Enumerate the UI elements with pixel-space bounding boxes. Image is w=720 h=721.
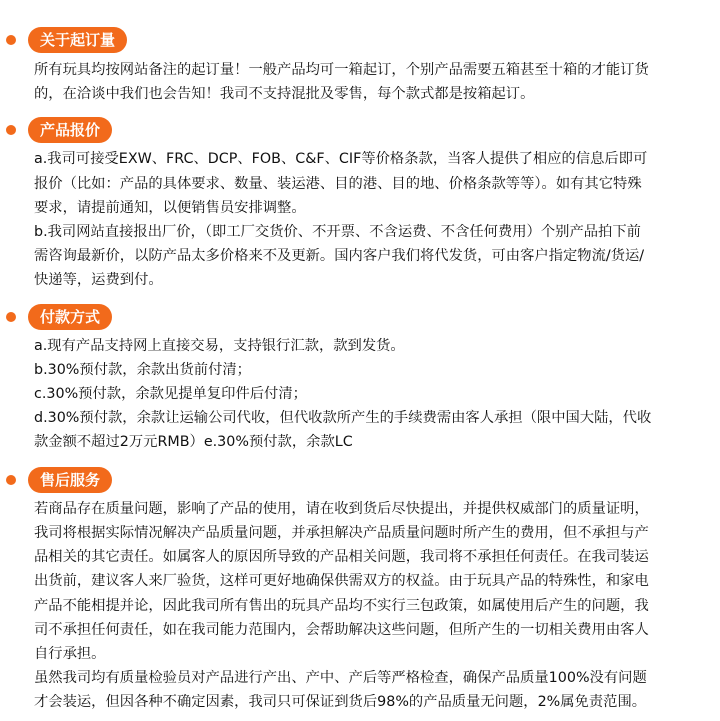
section-title: 付款方式 [28, 304, 112, 330]
text-line: d.30%预付款，余款让运输公司代收，但代收款所产生的手续费需由客人承担（限中国大陆，代收 [34, 410, 652, 426]
text-line: 出货前，建议客人来厂验货，这样可更好地确保供需双方的权益。由于玩具产品的特殊性，和家电 [34, 573, 649, 589]
text-line: a.我司可接受EXW、FRC、DCP、FOB、C&F、CIF等价格条款，当客人提供了相应的信息后即可 [34, 151, 648, 167]
text-line: 虽然我司均有质量检验员对产品进行产出、产中、产后等严格检查，确保产品质量100%没有问题 [34, 670, 647, 686]
text-line: 产品不能相提并论，因此我司所有售出的玩具产品均不实行三包政策，如属使用后产生的问题，我 [34, 598, 649, 614]
text-line: c.30%预付款，余款见提单复印件后付清； [34, 386, 307, 402]
section-title: 产品报价 [28, 117, 112, 143]
bullet-dot-icon [6, 35, 16, 45]
text-line: 自行承担。 [34, 646, 106, 662]
text-line: a.现有产品支持网上直接交易，支持银行汇款，款到发货。 [34, 338, 405, 354]
text-line: 品相关的其它责任。如属客人的原因所导致的产品相关问题，我司将不承担任何责任。在我司装运 [34, 549, 649, 565]
section-title: 售后服务 [28, 467, 112, 493]
section-header-payment [6, 304, 112, 330]
section-header-after-sales [6, 467, 112, 493]
text-line: 报价（比如：产品的具体要求、数量、装运港、目的港、目的地、价格条款等等）。如有其它特殊 [34, 176, 642, 192]
section-title: 关于起订量 [28, 27, 127, 53]
text-line: 快递等，运费到付。 [34, 272, 163, 288]
text-line: b.我司网站直接报出厂价，（即工厂交货价、不开票、不含运费、不含任何费用）个别产品拍下前 [34, 224, 641, 240]
text-line: 才会装运，但因各种不确定因素，我司只可保证到货后98%的产品质量无问题，2%属免责范围。 [34, 694, 647, 710]
bullet-dot-icon [6, 312, 16, 322]
text-line: 我司将根据实际情况解决产品质量问题，并承担解决产品质量问题时所产生的费用，但不承担与产 [34, 525, 649, 541]
text-line: 司不承担任何责任，如在我司能力范围内，会帮助解决这些问题，但所产生的一切相关费用由客人 [34, 622, 649, 638]
text-line: 若商品存在质量问题，影响了产品的使用，请在收到货后尽快提出，并提供权威部门的质量证明， [34, 501, 649, 517]
text-line: 所有玩具均按网站备注的起订量！一般产品均可一箱起订，个别产品需要五箱甚至十箱的才能订货 [34, 62, 649, 78]
section-header-quotation [6, 117, 112, 143]
text-line: b.30%预付款，余款出货前付清； [34, 362, 251, 378]
bullet-dot-icon [6, 475, 16, 485]
bullet-dot-icon [6, 125, 16, 135]
text-line: 需咨询最新价，以防产品太多价格来不及更新。国内客户我们将代发货，可由客户指定物流/货运/ [34, 248, 645, 264]
text-line: 要求，请提前通知，以便销售员安排调整。 [34, 200, 306, 216]
text-line: 的，在洽谈中我们也会告知！我司不支持混批及零售，每个款式都是按箱起订。 [34, 86, 535, 102]
text-line: 款金额不超过2万元RMB）e.30%预付款，余款LC [34, 434, 353, 450]
section-header-moq [6, 27, 127, 53]
